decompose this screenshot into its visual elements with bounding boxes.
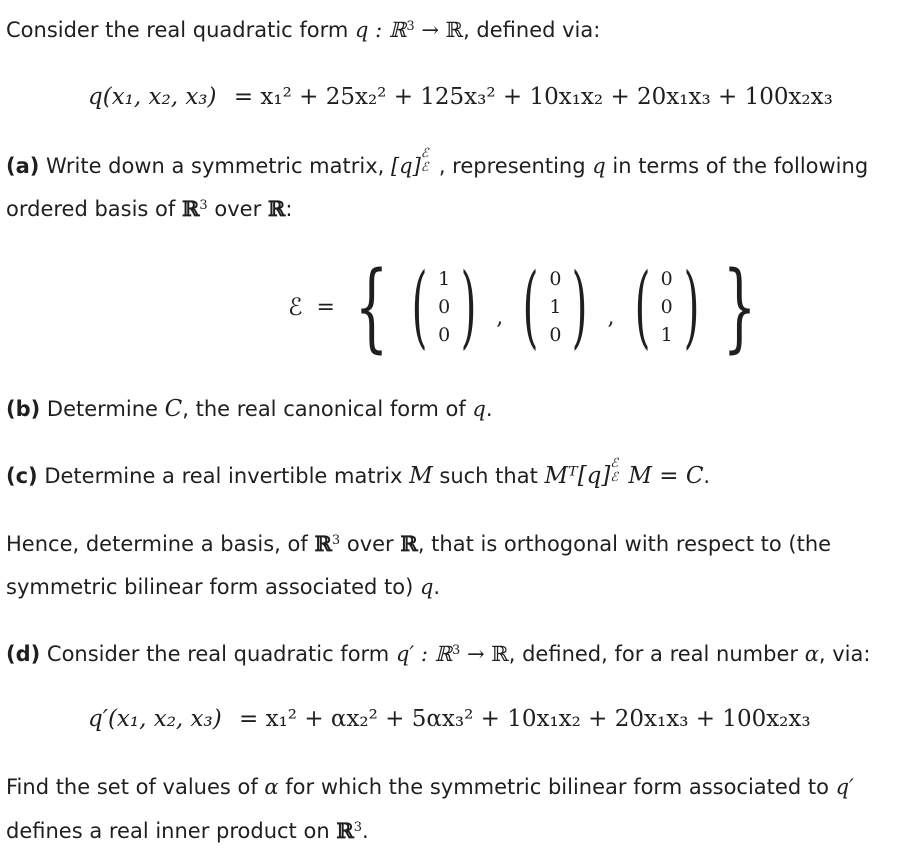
final-line2 <box>6 818 369 844</box>
part-a-line1 <box>6 145 869 179</box>
intro-text: Consider the real quadratic form <box>6 18 356 42</box>
dimension-exponent: 3 <box>452 642 461 658</box>
vector-entry: 0 <box>660 296 673 318</box>
part-b-line <box>6 396 493 424</box>
part-c-label: (c) <box>6 464 38 488</box>
matrix-sup: ℰ <box>420 145 429 161</box>
q-prime-symbol: q′ <box>835 775 854 799</box>
basis-vector-1 <box>437 268 451 346</box>
real-space-symbol: ℝ <box>181 196 200 221</box>
real-field-symbol: ℝ <box>400 531 418 556</box>
vector-entry: 0 <box>438 296 451 318</box>
part-c-text2: such that <box>432 464 545 488</box>
comma: , <box>607 304 615 330</box>
part-a-line2 <box>6 196 292 222</box>
part-c-line <box>6 455 711 491</box>
alpha-symbol: α <box>264 775 279 799</box>
real-space-exp: 3 <box>199 197 208 213</box>
quadratic-form-map: q′ : ℝ <box>395 642 453 666</box>
dimension-exponent: 3 <box>406 18 415 34</box>
alpha-symbol: α <box>804 642 819 666</box>
q-symbol: q <box>472 397 486 421</box>
part-a-line2-text2: over <box>207 197 268 221</box>
matrix-sub: ℰ <box>420 158 429 174</box>
hence-text2: over <box>340 532 401 556</box>
intro-line <box>6 18 600 43</box>
part-d-text3: , via: <box>818 642 871 666</box>
period: . <box>703 464 711 488</box>
basis-symbol: ℰ <box>288 293 303 321</box>
hence-line2 <box>6 575 440 600</box>
q-symbol: q <box>592 154 606 178</box>
m-symbol: M <box>409 463 433 489</box>
final-line1 <box>6 775 854 800</box>
hence-line2-text: symmetric bilinear form associated to) <box>6 575 420 599</box>
part-b-text: Determine <box>40 397 165 421</box>
real-space-symbol: ℝ <box>336 818 354 843</box>
part-a-text3: in terms of the following <box>605 154 869 178</box>
final-line2-text: defines a real inner product on <box>6 819 337 843</box>
matrix-basis-scripts <box>420 145 439 174</box>
vector-entry: 1 <box>660 324 673 346</box>
period: . <box>362 819 369 843</box>
part-a-text2: , representing <box>438 154 593 178</box>
c-symbol: C <box>164 396 183 422</box>
part-a-text: Write down a symmetric matrix, <box>39 154 391 178</box>
matrix-sub: ℰ <box>610 468 619 484</box>
part-d-line <box>6 642 870 667</box>
real-space-symbol: ℝ <box>314 531 332 556</box>
matrix-sup: ℰ <box>610 455 619 471</box>
congruence-expression-end: M = C <box>628 463 704 489</box>
colon: : <box>285 197 293 221</box>
period: . <box>485 397 493 421</box>
part-d-text2: , defined, for a real number <box>508 642 805 666</box>
final-text2: for which the symmetric bilinear form associated to <box>278 775 836 799</box>
part-a-label: (a) <box>6 154 40 178</box>
equation-q-lhs: q(x₁, x₂, x₃) <box>88 84 217 110</box>
right-paren: ) <box>460 254 477 359</box>
codomain: → ℝ <box>460 642 509 666</box>
quadratic-form-map: q : ℝ <box>355 18 407 42</box>
left-paren: ( <box>634 254 651 359</box>
vector-entry: 0 <box>549 268 562 290</box>
part-b-text2: , the real canonical form of <box>182 397 473 421</box>
part-d-label: (d) <box>6 642 41 666</box>
part-a-line2-text: ordered basis of <box>6 197 182 221</box>
equation-q-prime-rhs: = x₁² + αx₂² + 5αx₃² + 10x₁x₂ + 20x₁x₃ + 100x₂x₃ <box>239 706 811 732</box>
equation-q-rhs: = x₁² + 25x₂² + 125x₃² + 10x₁x₂ + 20x₁x₃ + 100x₂x₃ <box>233 84 833 110</box>
vector-entry: 0 <box>438 324 451 346</box>
hence-text: Hence, determine a basis, of <box>6 532 315 556</box>
part-b-label: (b) <box>6 397 41 421</box>
matrix-basis-scripts <box>610 455 628 484</box>
intro-text-end: , defined via: <box>463 18 601 42</box>
part-c-text: Determine a real invertible matrix <box>37 464 410 488</box>
equals-sign: = <box>316 294 335 320</box>
left-paren: ( <box>522 254 539 359</box>
q-symbol: q <box>419 575 434 599</box>
real-space-exp: 3 <box>353 819 363 835</box>
equation-q <box>88 84 833 110</box>
vector-entry: 0 <box>549 324 562 346</box>
equation-q-prime <box>88 706 811 732</box>
vector-entry: 0 <box>660 268 673 290</box>
basis-definition <box>288 252 770 362</box>
left-brace: { <box>354 251 389 363</box>
equation-q-prime-lhs: q′(x₁, x₂, x₃) <box>88 706 222 732</box>
vector-entry: 1 <box>438 268 451 290</box>
basis-vector-2 <box>548 268 562 346</box>
codomain: → ℝ <box>414 18 464 42</box>
period: . <box>433 575 441 599</box>
real-field-symbol: ℝ <box>267 196 286 221</box>
final-text: Find the set of values of <box>6 775 265 799</box>
congruence-expression: Mᵀ[q] <box>544 463 611 489</box>
left-paren: ( <box>411 254 428 359</box>
real-space-exp: 3 <box>331 532 341 548</box>
hence-text3: , that is orthogonal with respect to (the <box>417 532 832 556</box>
right-paren: ) <box>683 254 700 359</box>
basis-vector-3 <box>660 268 674 346</box>
hence-line1 <box>6 531 831 557</box>
part-d-text: Consider the real quadratic form <box>40 642 396 666</box>
right-brace: } <box>722 251 757 363</box>
comma: , <box>496 304 504 330</box>
vector-entry: 1 <box>549 296 562 318</box>
right-paren: ) <box>572 254 588 359</box>
matrix-symbol: [q] <box>390 154 421 178</box>
